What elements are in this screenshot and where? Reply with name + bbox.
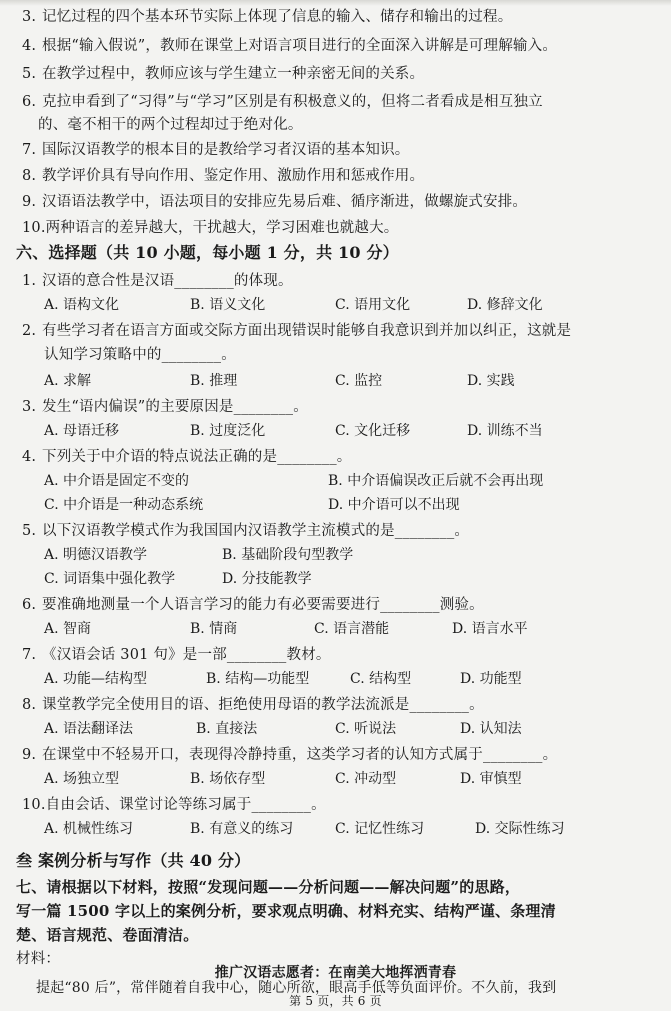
judge-item: 10.两种语言的差异越大，干扰越大，学习困难也就越大。 (22, 220, 399, 236)
option: A. 语法翻译法 (44, 721, 134, 737)
option: A. 智商 (44, 621, 92, 637)
option: A. 机械性练习 (44, 821, 134, 837)
article-title: 推广汉语志愿者：在南美大地挥洒青春 (214, 965, 457, 981)
section7-instruction-line: 楚、语言规范、卷面清洁。 (16, 926, 199, 944)
judge-item: 3. 记忆过程的四个基本环节实际上体现了信息的输入、储存和输出的过程。 (22, 9, 513, 25)
judge-item: 6. 克拉申看到了“习得”与“学习”区别是有积极意义的，但将二者看成是相互独立 (22, 94, 543, 110)
section7-instruction-line: 七、请根据以下材料，按照“发现问题——分析问题——解决问题”的思路， (16, 878, 521, 896)
judge-item: 7. 国际汉语教学的根本目的是教给学习者汉语的基本知识。 (22, 142, 410, 158)
article-first-line: 提起“80 后”，常伴随着自我中心，随心所欲，眼高手低等负面评价。不久前，我到 (36, 980, 557, 996)
section-heading: 六、选择题（共 10 小题，每小题 1 分，共 10 分） (16, 243, 399, 262)
option: C. 监控 (335, 373, 383, 389)
option: D. 认知法 (460, 721, 522, 737)
question-stem: 5. 以下汉语教学模式作为我国国内汉语教学主流模式的是________。 (22, 523, 470, 539)
option: C. 中介语是一种动态系统 (44, 497, 204, 513)
option: D. 分技能教学 (222, 571, 312, 587)
question-stem: 7. 《汉语会话 301 句》是一部________教材。 (22, 647, 331, 663)
question-stem: 1. 汉语的意合性是汉语________的体现。 (22, 273, 293, 289)
option: D. 功能型 (460, 671, 522, 687)
option: B. 情商 (190, 621, 238, 637)
option: C. 记忆性练习 (335, 821, 425, 837)
option: A. 母语迁移 (44, 423, 120, 439)
question-stem: 9. 在课堂中不轻易开口，表现得冷静持重，这类学习者的认知方式属于________。 (22, 747, 558, 763)
page-footer: 第 5 页，共 6 页 (289, 994, 382, 1008)
option: C. 语言潜能 (314, 621, 390, 637)
question-stem: 10.自由会话、课堂讨论等练习属于________。 (22, 797, 326, 813)
page-top-edge (0, 0, 671, 6)
option: B. 基础阶段句型教学 (222, 547, 354, 563)
option: C. 结构型 (350, 671, 412, 687)
option: C. 语用文化 (335, 297, 411, 313)
option: D. 实践 (467, 373, 515, 389)
option: B. 直接法 (196, 721, 258, 737)
judge-item: 8. 教学评价具有导向作用、鉴定作用、激励作用和惩戒作用。 (22, 168, 425, 184)
option: D. 训练不当 (467, 423, 543, 439)
question-stem: 8. 课堂教学完全使用目的语、拒绝使用母语的教学法流派是________。 (22, 697, 484, 713)
option: B. 语义文化 (190, 297, 266, 313)
option: B. 过度泛化 (190, 423, 266, 439)
question-stem: 6. 要准确地测量一个人语言学习的能力有必要需要进行________测验。 (22, 597, 484, 613)
option: B. 结构—功能型 (206, 671, 310, 687)
option: C. 冲动型 (335, 771, 397, 787)
judge-item: 5. 在教学过程中，教师应该与学生建立一种亲密无间的关系。 (22, 66, 425, 82)
option: C. 文化迁移 (335, 423, 411, 439)
option: C. 词语集中强化教学 (44, 571, 176, 587)
question-stem: 3. 发生“语内偏误”的主要原因是________。 (22, 399, 308, 415)
option: A. 中介语是固定不变的 (44, 473, 190, 489)
option: A. 语构文化 (44, 297, 120, 313)
option: B. 中介语偏误改正后就不会再出现 (328, 473, 544, 489)
option: D. 中介语可以不出现 (328, 497, 460, 513)
option: A. 明德汉语教学 (44, 547, 148, 563)
judge-item-continuation: 的、毫不相干的两个过程却过于绝对化。 (38, 117, 303, 133)
option: D. 语言水平 (452, 621, 528, 637)
material-label: 材料： (16, 951, 61, 967)
part-heading: 叁 案例分析与写作（共 40 分） (16, 851, 251, 870)
option: D. 交际性练习 (475, 821, 565, 837)
option: D. 审慎型 (460, 771, 522, 787)
option: A. 求解 (44, 373, 92, 389)
option: A. 功能—结构型 (44, 671, 148, 687)
option: B. 有意义的练习 (190, 821, 294, 837)
question-stem: 4. 下列关于中介语的特点说法正确的是________。 (22, 449, 352, 465)
judge-item: 4. 根据“输入假说”，教师在课堂上对语言项目进行的全面深入讲解是可理解输入。 (22, 38, 558, 54)
judge-item: 9. 汉语语法教学中，语法项目的安排应先易后难、循序渐进，做螺旋式安排。 (22, 194, 528, 210)
question-stem-continuation: 认知学习策略中的________。 (44, 347, 236, 363)
question-stem: 2. 有些学习者在语言方面或交际方面出现错误时能够自我意识到并加以纠正，这就是 (22, 323, 572, 339)
option: C. 听说法 (335, 721, 397, 737)
section7-instruction-line: 写一篇 1500 字以上的案例分析，要求观点明确、材料充实、结构严谨、条理清 (16, 902, 556, 920)
option: A. 场独立型 (44, 771, 120, 787)
option: B. 场依存型 (190, 771, 266, 787)
option: D. 修辞文化 (467, 297, 543, 313)
option: B. 推理 (190, 373, 238, 389)
